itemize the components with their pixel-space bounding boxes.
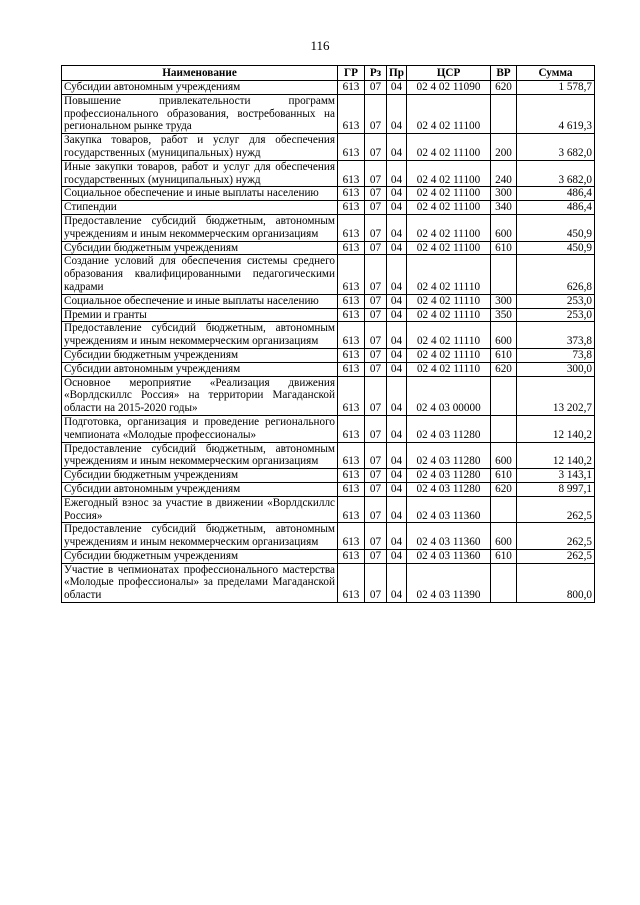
cell-gr: 613: [338, 496, 365, 523]
cell-csr: 02 4 03 11390: [407, 563, 491, 602]
cell-rz: 07: [365, 482, 387, 496]
cell-gr: 613: [338, 241, 365, 255]
cell-vr: 610: [491, 348, 517, 362]
cell-sum: 13 202,7: [517, 376, 595, 415]
column-header-gr: ГР: [338, 66, 365, 81]
cell-rz: 07: [365, 442, 387, 469]
cell-csr: 02 4 02 11100: [407, 214, 491, 241]
table-row: [62, 469, 595, 483]
table-row: [62, 201, 595, 215]
cell-vr: 300: [491, 294, 517, 308]
table-row: [62, 322, 595, 349]
cell-csr: 02 4 03 11360: [407, 549, 491, 563]
cell-gr: 613: [338, 442, 365, 469]
cell-rz: 07: [365, 160, 387, 187]
cell-sum: 253,0: [517, 308, 595, 322]
cell-csr: 02 4 02 11110: [407, 348, 491, 362]
cell-sum: 12 140,2: [517, 442, 595, 469]
cell-csr: 02 4 02 11110: [407, 294, 491, 308]
table-row: [62, 415, 595, 442]
cell-gr: 613: [338, 482, 365, 496]
cell-csr: 02 4 03 11360: [407, 496, 491, 523]
cell-pr: 04: [387, 187, 407, 201]
cell-name: Участие в чепмионатах профессионального мастерства «Молодые профессионалы» за пределами Магаданской области: [62, 563, 338, 602]
cell-name: Основное мероприятие «Реализация движения «Ворлдскиллс Россия» на территории Магаданской области на 2015-2020 годы»: [62, 376, 338, 415]
cell-vr: 620: [491, 81, 517, 95]
cell-pr: 04: [387, 322, 407, 349]
cell-name: Предоставление субсидий бюджетным, автономным учреждениям и иным некоммерческим организациям: [62, 322, 338, 349]
cell-gr: 613: [338, 255, 365, 294]
cell-gr: 613: [338, 469, 365, 483]
cell-name: Субсидии автономным учреждениям: [62, 362, 338, 376]
cell-sum: 800,0: [517, 563, 595, 602]
cell-vr: 600: [491, 214, 517, 241]
cell-gr: 613: [338, 322, 365, 349]
cell-name: Подготовка, организация и проведение регионального чемпионата «Молодые профессионалы»: [62, 415, 338, 442]
cell-vr: 600: [491, 523, 517, 550]
cell-gr: 613: [338, 94, 365, 133]
cell-name: Субсидии бюджетным учреждениям: [62, 348, 338, 362]
cell-sum: 1 578,7: [517, 81, 595, 95]
cell-csr: 02 4 02 11100: [407, 187, 491, 201]
cell-name: Создание условий для обеспечения системы среднего образования квалифицированными педагогическими кадрами: [62, 255, 338, 294]
cell-sum: 3 143,1: [517, 469, 595, 483]
cell-vr: [491, 94, 517, 133]
cell-rz: 07: [365, 523, 387, 550]
cell-vr: 300: [491, 187, 517, 201]
cell-sum: 300,0: [517, 362, 595, 376]
cell-vr: 200: [491, 134, 517, 161]
cell-name: Социальное обеспечение и иные выплаты населению: [62, 294, 338, 308]
cell-rz: 07: [365, 294, 387, 308]
cell-gr: 613: [338, 81, 365, 95]
column-header-vr: ВР: [491, 66, 517, 81]
cell-gr: 613: [338, 563, 365, 602]
cell-gr: 613: [338, 415, 365, 442]
cell-vr: 600: [491, 322, 517, 349]
table-row: [62, 81, 595, 95]
table-header-row: [62, 66, 595, 81]
cell-pr: 04: [387, 201, 407, 215]
cell-pr: 04: [387, 348, 407, 362]
cell-pr: 04: [387, 294, 407, 308]
cell-csr: 02 4 02 11110: [407, 322, 491, 349]
cell-pr: 04: [387, 362, 407, 376]
cell-gr: 613: [338, 523, 365, 550]
cell-gr: 613: [338, 134, 365, 161]
cell-pr: 04: [387, 214, 407, 241]
cell-csr: 02 4 03 11280: [407, 442, 491, 469]
column-header-csr: ЦСР: [407, 66, 491, 81]
table-row: [62, 187, 595, 201]
cell-vr: 350: [491, 308, 517, 322]
cell-name: Субсидии автономным учреждениям: [62, 482, 338, 496]
cell-name: Стипендии: [62, 201, 338, 215]
table-row: [62, 214, 595, 241]
cell-sum: 626,8: [517, 255, 595, 294]
cell-rz: 07: [365, 496, 387, 523]
table-body: [62, 81, 595, 603]
cell-gr: 613: [338, 294, 365, 308]
cell-csr: 02 4 02 11100: [407, 201, 491, 215]
cell-name: Предоставление субсидий бюджетным, автономным учреждениям и иным некоммерческим организациям: [62, 523, 338, 550]
cell-vr: 620: [491, 482, 517, 496]
cell-rz: 07: [365, 187, 387, 201]
cell-csr: 02 4 03 11360: [407, 523, 491, 550]
cell-vr: [491, 415, 517, 442]
cell-pr: 04: [387, 160, 407, 187]
cell-vr: [491, 376, 517, 415]
cell-name: Субсидии бюджетным учреждениям: [62, 469, 338, 483]
cell-name: Субсидии бюджетным учреждениям: [62, 241, 338, 255]
cell-csr: 02 4 03 11280: [407, 415, 491, 442]
cell-name: Премии и гранты: [62, 308, 338, 322]
cell-csr: 02 4 03 00000: [407, 376, 491, 415]
page-number: 116: [310, 38, 330, 53]
cell-name: Субсидии бюджетным учреждениям: [62, 549, 338, 563]
cell-vr: 610: [491, 241, 517, 255]
cell-pr: 04: [387, 94, 407, 133]
cell-vr: [491, 563, 517, 602]
cell-csr: 02 4 02 11110: [407, 362, 491, 376]
cell-csr: 02 4 02 11100: [407, 241, 491, 255]
cell-name: Субсидии автономным учреждениям: [62, 81, 338, 95]
cell-pr: 04: [387, 134, 407, 161]
cell-pr: 04: [387, 496, 407, 523]
cell-rz: 07: [365, 322, 387, 349]
cell-rz: 07: [365, 415, 387, 442]
cell-pr: 04: [387, 442, 407, 469]
table-row: [62, 160, 595, 187]
cell-name: Повышение привлекательности программ профессионального образования, востребованных на региональном рынке труда: [62, 94, 338, 133]
cell-gr: 613: [338, 160, 365, 187]
cell-rz: 07: [365, 308, 387, 322]
cell-name: Предоставление субсидий бюджетным, автономным учреждениям и иным некоммерческим организациям: [62, 442, 338, 469]
cell-sum: 12 140,2: [517, 415, 595, 442]
cell-pr: 04: [387, 308, 407, 322]
cell-vr: 240: [491, 160, 517, 187]
cell-gr: 613: [338, 549, 365, 563]
cell-rz: 07: [365, 469, 387, 483]
cell-sum: 73,8: [517, 348, 595, 362]
cell-sum: 262,5: [517, 496, 595, 523]
table-row: [62, 362, 595, 376]
cell-sum: 4 619,3: [517, 94, 595, 133]
cell-sum: 450,9: [517, 214, 595, 241]
cell-pr: 04: [387, 482, 407, 496]
cell-pr: 04: [387, 81, 407, 95]
cell-rz: 07: [365, 94, 387, 133]
cell-vr: [491, 496, 517, 523]
cell-name: Предоставление субсидий бюджетным, автономным учреждениям и иным некоммерческим организациям: [62, 214, 338, 241]
cell-vr: 340: [491, 201, 517, 215]
cell-pr: 04: [387, 376, 407, 415]
column-header-sum: Сумма: [517, 66, 595, 81]
cell-rz: 07: [365, 201, 387, 215]
cell-csr: 02 4 02 11110: [407, 255, 491, 294]
cell-csr: 02 4 03 11280: [407, 469, 491, 483]
cell-rz: 07: [365, 255, 387, 294]
cell-sum: 253,0: [517, 294, 595, 308]
cell-gr: 613: [338, 187, 365, 201]
cell-sum: 8 997,1: [517, 482, 595, 496]
cell-rz: 07: [365, 81, 387, 95]
column-header-rz: Рз: [365, 66, 387, 81]
table-row: [62, 482, 595, 496]
cell-sum: 262,5: [517, 523, 595, 550]
cell-rz: 07: [365, 348, 387, 362]
cell-csr: 02 4 02 11100: [407, 94, 491, 133]
cell-pr: 04: [387, 469, 407, 483]
cell-gr: 613: [338, 362, 365, 376]
cell-pr: 04: [387, 549, 407, 563]
cell-csr: 02 4 02 11100: [407, 134, 491, 161]
cell-rz: 07: [365, 362, 387, 376]
budget-table: [61, 65, 595, 603]
column-header-name: Наименование: [62, 66, 338, 81]
cell-pr: 04: [387, 255, 407, 294]
cell-rz: 07: [365, 376, 387, 415]
cell-name: Иные закупки товаров, работ и услуг для обеспечения государственных (муниципальных) нужд: [62, 160, 338, 187]
table-row: [62, 442, 595, 469]
cell-pr: 04: [387, 241, 407, 255]
cell-csr: 02 4 02 11090: [407, 81, 491, 95]
table-row: [62, 348, 595, 362]
column-header-pr: Пр: [387, 66, 407, 81]
table-row: [62, 496, 595, 523]
table-row: [62, 255, 595, 294]
table-row: [62, 294, 595, 308]
cell-name: Закупка товаров, работ и услуг для обеспечения государственных (муниципальных) нужд: [62, 134, 338, 161]
cell-sum: 262,5: [517, 549, 595, 563]
cell-sum: 3 682,0: [517, 160, 595, 187]
cell-pr: 04: [387, 523, 407, 550]
cell-vr: 600: [491, 442, 517, 469]
cell-sum: 486,4: [517, 201, 595, 215]
cell-rz: 07: [365, 549, 387, 563]
table-row: [62, 94, 595, 133]
cell-sum: 450,9: [517, 241, 595, 255]
cell-rz: 07: [365, 241, 387, 255]
cell-csr: 02 4 03 11280: [407, 482, 491, 496]
cell-name: Социальное обеспечение и иные выплаты населению: [62, 187, 338, 201]
cell-gr: 613: [338, 348, 365, 362]
cell-gr: 613: [338, 201, 365, 215]
cell-gr: 613: [338, 214, 365, 241]
cell-csr: 02 4 02 11110: [407, 308, 491, 322]
cell-csr: 02 4 02 11100: [407, 160, 491, 187]
cell-pr: 04: [387, 415, 407, 442]
table-row: [62, 134, 595, 161]
cell-vr: 610: [491, 469, 517, 483]
cell-vr: 610: [491, 549, 517, 563]
cell-sum: 3 682,0: [517, 134, 595, 161]
cell-pr: 04: [387, 563, 407, 602]
table-row: [62, 241, 595, 255]
cell-gr: 613: [338, 308, 365, 322]
table-row: [62, 523, 595, 550]
cell-rz: 07: [365, 214, 387, 241]
table-row: [62, 308, 595, 322]
cell-sum: 373,8: [517, 322, 595, 349]
table-row: [62, 376, 595, 415]
cell-rz: 07: [365, 134, 387, 161]
table-row: [62, 563, 595, 602]
table-row: [62, 549, 595, 563]
cell-sum: 486,4: [517, 187, 595, 201]
cell-name: Ежегодный взнос за участие в движении «Ворлдскиллс Россия»: [62, 496, 338, 523]
cell-rz: 07: [365, 563, 387, 602]
cell-vr: [491, 255, 517, 294]
cell-gr: 613: [338, 376, 365, 415]
cell-vr: 620: [491, 362, 517, 376]
